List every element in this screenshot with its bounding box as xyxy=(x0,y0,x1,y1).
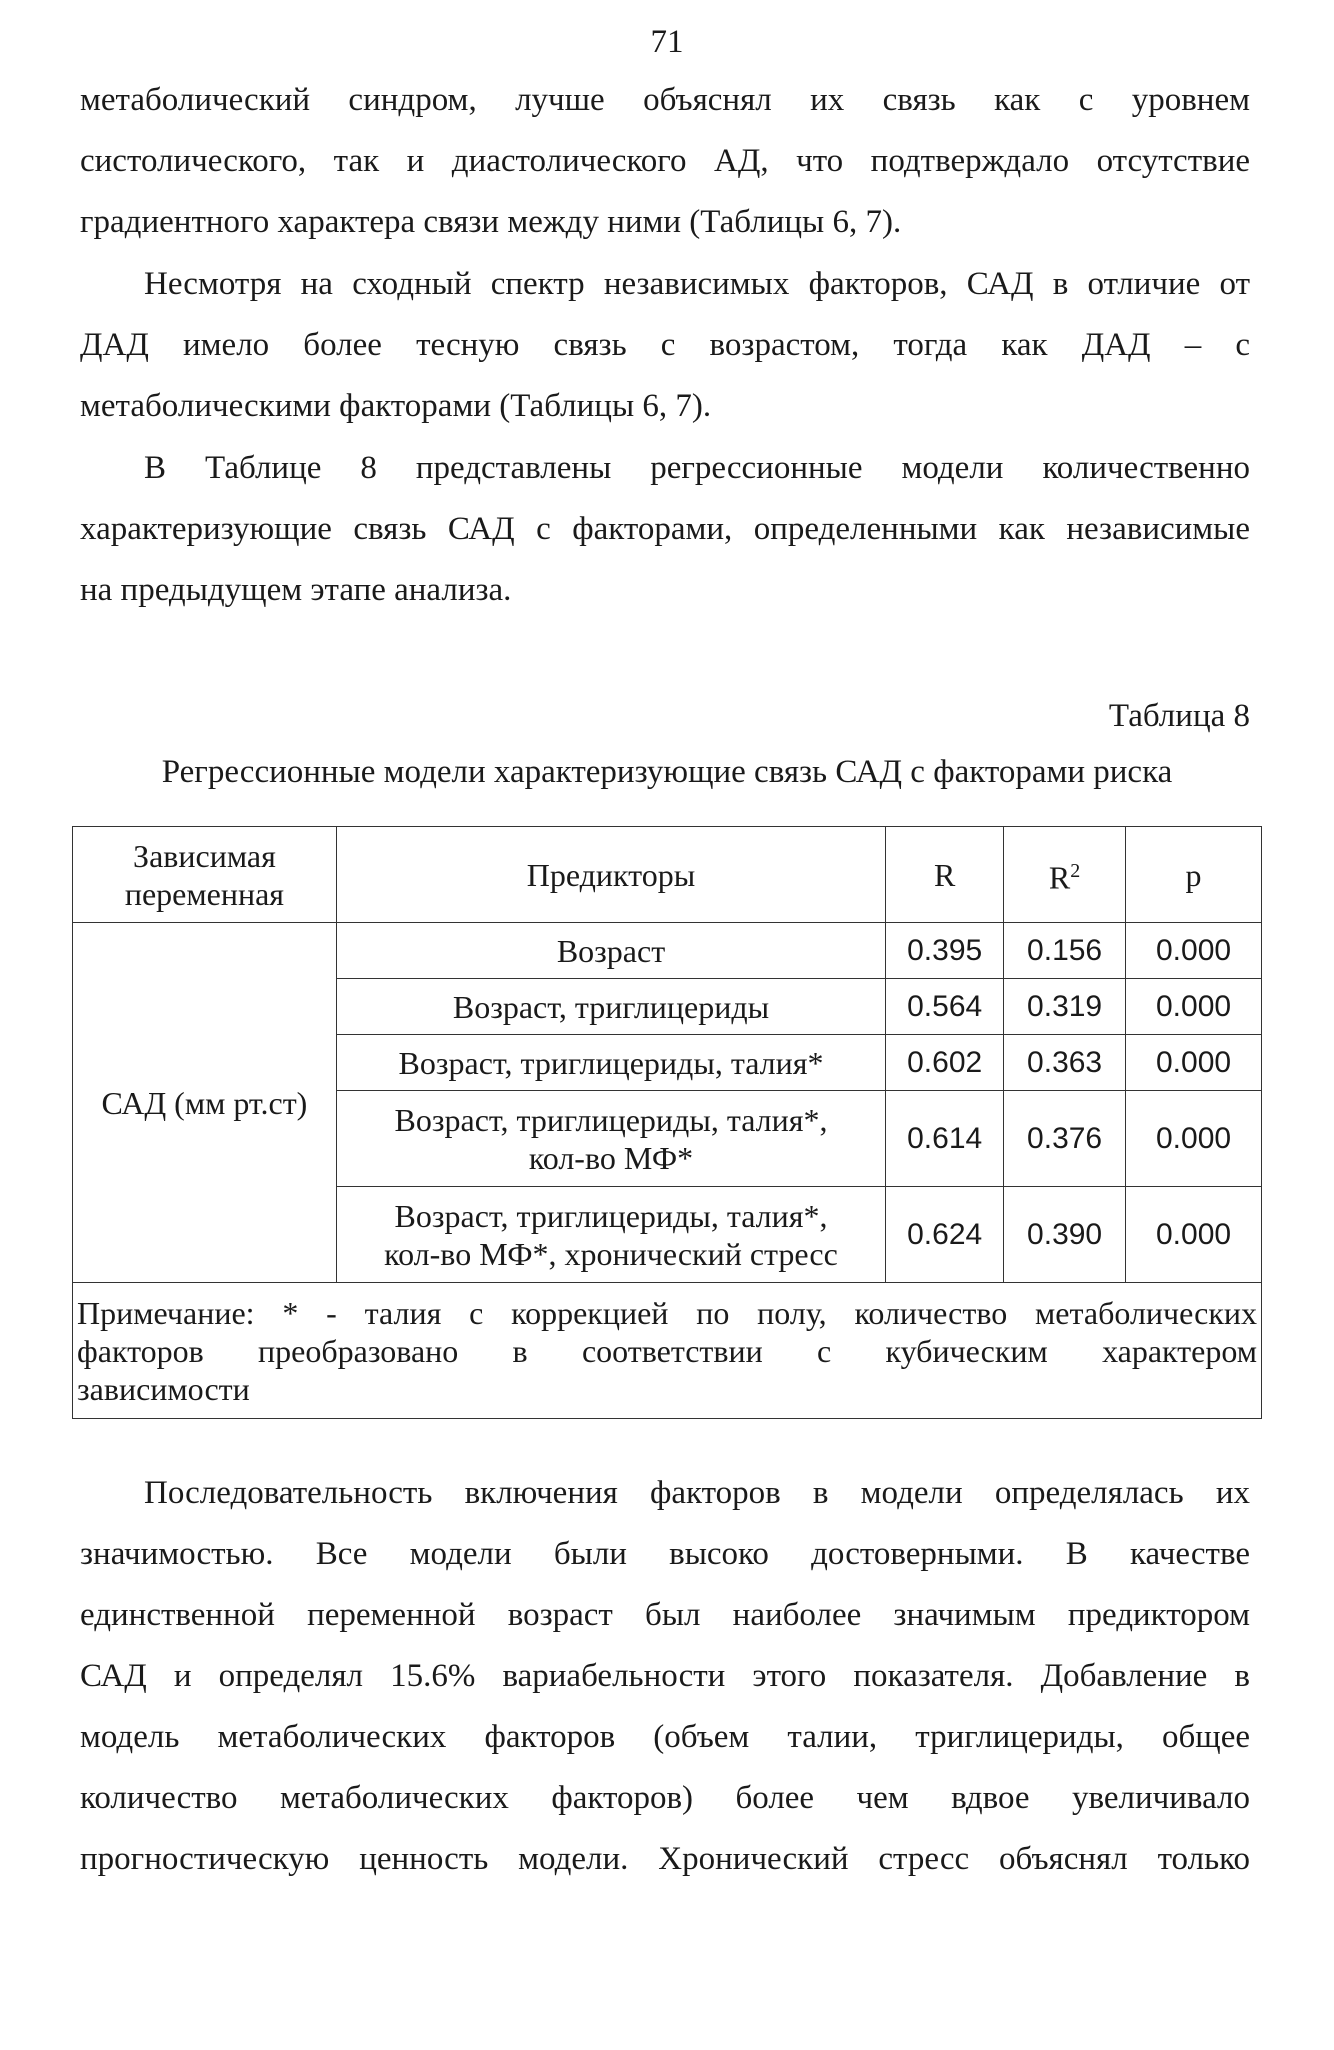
predictors-line2: кол-во МФ* xyxy=(528,1139,694,1176)
r2-value: 0.390 xyxy=(1004,1187,1126,1283)
text-line: прогностическую ценность модели. Хронический стресс объяснял только xyxy=(80,1841,1250,1877)
r2-value: 0.319 xyxy=(1004,979,1126,1035)
header-p: p xyxy=(1126,827,1262,923)
header-r: R xyxy=(886,827,1004,923)
text-line: Последовательность включения факторов в модели определялась их xyxy=(144,1475,1250,1511)
p-value: 0.000 xyxy=(1126,1091,1262,1187)
text-line: метаболическими факторами (Таблицы 6, 7). xyxy=(80,388,712,424)
header-r2 xyxy=(1004,827,1126,923)
page-number: 71 xyxy=(650,24,684,60)
predictors-line2: кол-во МФ*, хронический стресс xyxy=(384,1235,838,1272)
r-value: 0.395 xyxy=(886,923,1004,979)
header-dependent-line2: переменная xyxy=(124,875,284,912)
table-row xyxy=(73,923,1262,979)
r2-value: 0.376 xyxy=(1004,1091,1126,1187)
text-line: количество метаболических факторов) более чем вдвое увеличивало xyxy=(80,1780,1250,1816)
header-dependent xyxy=(73,827,337,923)
dependent-variable-cell: САД (мм рт.ст) xyxy=(73,923,337,1283)
predictors-line1: Возраст, триглицериды, талия*, xyxy=(394,1197,828,1234)
predictors-line1: Возраст, триглицериды, талия*, xyxy=(394,1101,828,1138)
header-dependent-line1: Зависимая xyxy=(133,837,276,874)
predictors-cell xyxy=(336,1187,885,1283)
p-value: 0.000 xyxy=(1126,979,1262,1035)
r-value: 0.564 xyxy=(886,979,1004,1035)
text-line: Несмотря на сходный спектр независимых факторов, САД в отличие от xyxy=(144,266,1250,302)
header-r2-base: R xyxy=(1048,859,1071,896)
paragraph-1 xyxy=(80,70,1250,253)
header-r2-sup: 2 xyxy=(1070,860,1081,883)
r-value: 0.614 xyxy=(886,1091,1004,1187)
predictors-cell: Возраст, триглицериды, талия* xyxy=(336,1035,885,1091)
text-line: значимостью. Все модели были высоко достоверными. В качестве xyxy=(80,1536,1250,1572)
p-value: 0.000 xyxy=(1126,1035,1262,1091)
note-line: факторов преобразовано в соответствии с кубическим характером xyxy=(77,1332,1257,1369)
paragraph-3 xyxy=(80,438,1250,621)
header-predictors: Предикторы xyxy=(336,827,885,923)
text-line: единственной переменной возраст был наиболее значимым предиктором xyxy=(80,1597,1250,1633)
text-line: на предыдущем этапе анализа. xyxy=(80,572,512,608)
table-label: Таблица 8 xyxy=(1108,698,1250,734)
text-line: метаболический синдром, лучше объяснял их связь как с уровнем xyxy=(80,82,1250,118)
r2-value: 0.363 xyxy=(1004,1035,1126,1091)
text-line: ДАД имело более тесную связь с возрастом, тогда как ДАД – с xyxy=(80,327,1250,363)
p-value: 0.000 xyxy=(1126,1187,1262,1283)
text-line: модель метаболических факторов (объем талии, триглицериды, общее xyxy=(80,1719,1250,1755)
r-value: 0.602 xyxy=(886,1035,1004,1091)
note-line: зависимости xyxy=(77,1370,250,1407)
table-header-row xyxy=(73,827,1262,923)
note-line: Примечание: * - талия с коррекцией по полу, количество метаболических xyxy=(77,1294,1257,1331)
p-value: 0.000 xyxy=(1126,923,1262,979)
table-note xyxy=(73,1283,1262,1419)
predictors-cell: Возраст, триглицериды xyxy=(336,979,885,1035)
paragraph-4 xyxy=(80,1463,1250,1890)
predictors-cell: Возраст xyxy=(336,923,885,979)
text-line: САД и определял 15.6% вариабельности этого показателя. Добавление в xyxy=(80,1658,1250,1694)
regression-table xyxy=(72,826,1262,1419)
predictors-cell xyxy=(336,1091,885,1187)
r-value: 0.624 xyxy=(886,1187,1004,1283)
table-caption: Регрессионные модели характеризующие связь САД с факторами риска xyxy=(161,754,1173,790)
text-line: характеризующие связь САД с факторами, определенными как независимые xyxy=(80,511,1250,547)
table-note-row xyxy=(73,1283,1262,1419)
text-line: градиентного характера связи между ними (Таблицы 6, 7). xyxy=(80,204,902,240)
text-line: В Таблице 8 представлены регрессионные модели количественно xyxy=(144,450,1250,486)
text-line: систолического, так и диастолического АД, что подтверждало отсутствие xyxy=(80,143,1250,179)
r2-value: 0.156 xyxy=(1004,923,1126,979)
paragraph-2 xyxy=(80,254,1250,437)
